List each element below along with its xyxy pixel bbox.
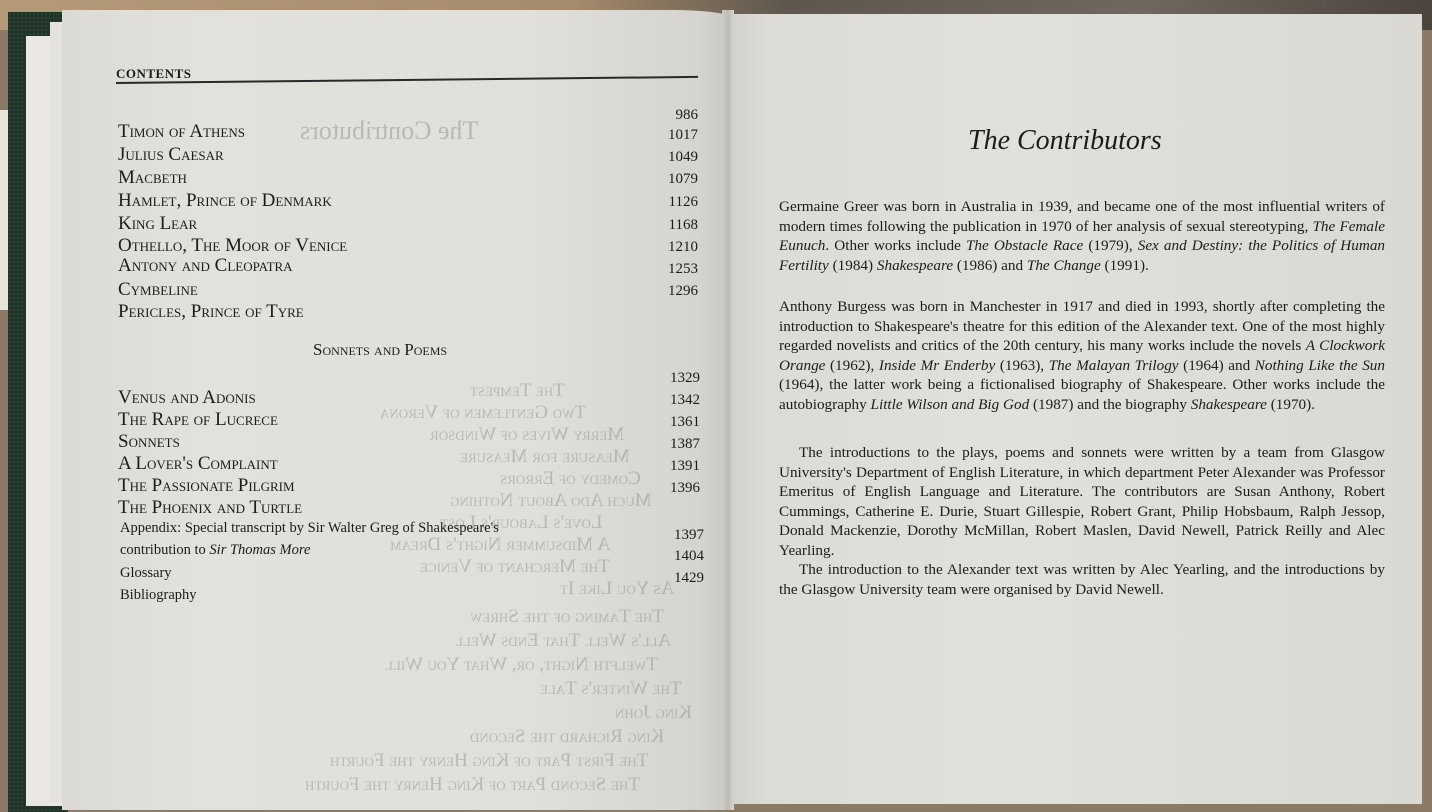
toc-title: Cymbeline <box>118 279 198 300</box>
toc-page-number: 1429 <box>674 570 704 586</box>
toc-title: Macbeth <box>118 167 187 188</box>
ghost-line: The Merchant of Venice <box>420 556 610 577</box>
book-title: Inside Mr Enderby <box>878 356 996 374</box>
ghost-line: Much Ado About Nothing <box>450 490 652 511</box>
toc-page-number: 1361 <box>670 414 700 430</box>
section-heading: Sonnets and Poems <box>313 340 448 359</box>
book-title: The Change <box>1026 256 1101 274</box>
ghost-line: As You Like It <box>560 578 675 599</box>
book-title: The Malayan Trilogy <box>1048 356 1179 374</box>
book-title: Little Wilson and Big God <box>870 395 1030 413</box>
book-title: Nothing Like the Sun <box>1254 356 1385 374</box>
toc-entry <box>118 107 698 142</box>
toc-entry <box>120 511 700 536</box>
text-run: Anthony Burgess was born in Manchester in 1917 and died in 1993, shortly after completing the introduction to Shakespeare's theatre for this edition of the Alexander text. One of the most highly regarded novelists and critics of the 20th century, his many works include the novels <box>779 298 1385 354</box>
paragraph-closing: The introduction to the Alexander text was written by Alec Yearling, and the introductions by the Glasgow University team were organised by David Newell. <box>779 561 1385 598</box>
text-run: (1964) and <box>1178 356 1255 374</box>
toc-page-number: 1017 <box>668 127 698 143</box>
paragraph-burgess <box>779 297 1385 414</box>
toc-title: Timon of Athens <box>118 121 245 142</box>
book-title: The Obstacle Race <box>965 237 1084 254</box>
toc-page-number: 1404 <box>674 548 704 564</box>
toc-page-number: 986 <box>675 107 698 123</box>
toc-page-number: 1329 <box>670 370 700 386</box>
text-run: (1987) and the biography <box>1029 395 1191 413</box>
ghost-line: Merry Wives of Windsor <box>430 424 625 445</box>
toc-title: Appendix: Special transcript by Sir Walter Greg of Shakespeare's <box>120 520 499 536</box>
text-run: (1970). <box>1266 395 1316 413</box>
text-run: (1963), <box>995 356 1049 374</box>
text-run: (1979), <box>1083 237 1138 254</box>
toc-title: Hamlet, Prince of Denmark <box>118 190 332 211</box>
text-run: (1986) and <box>953 256 1027 274</box>
toc-title: Glossary <box>120 565 172 581</box>
toc-page-number: 1391 <box>670 458 700 474</box>
ghost-line: The Tempest <box>470 380 565 401</box>
book-title: Shakespeare <box>876 256 954 274</box>
text-run: (1991). <box>1100 256 1149 274</box>
toc-title: Venus and Adonis <box>118 387 256 408</box>
toc-title: Pericles, Prince of Tyre <box>118 301 304 322</box>
text-run: (1984) <box>828 256 877 274</box>
ghost-line: Two Gentlemen of Verona <box>380 402 587 423</box>
toc-page-number: 1397 <box>674 527 704 543</box>
text-run: (1962), <box>825 356 879 374</box>
contents-header: CONTENTS <box>116 66 192 81</box>
ghost-line: A Midsummer Night's Dream <box>390 534 611 555</box>
text-run: (1964), the latter work being a fictionalised biography of Shakespeare. Other works include the autobiography <box>779 376 1385 413</box>
book-title: The Female Eunuch <box>779 217 1385 254</box>
appendix-line2-italic: Sir Thomas More <box>209 542 311 558</box>
ghost-line: The Taming of the Shrew <box>470 606 664 627</box>
toc-title: Antony and Cleopatra <box>118 255 293 276</box>
book-title: A Clockwork Orange <box>779 337 1385 374</box>
paragraph-greer <box>779 197 1385 275</box>
ghost-line: The Contributors <box>300 116 479 145</box>
ghost-line: The First Part of King Henry the Fourth <box>330 750 649 771</box>
text-run: Germaine Greer was born in Australia in 1939, and became one of the most influential writers of modern times following the publication in 1970 of her analysis of sexual stereotyping, <box>779 198 1385 235</box>
ghost-line: Love's Labour's Lost <box>440 512 603 533</box>
toc-title: The Phoenix and Turtle <box>118 497 303 518</box>
toc-page-number: 1168 <box>668 217 698 233</box>
ghost-line: King John <box>615 702 693 723</box>
toc-page-number: 1396 <box>670 480 700 496</box>
toc-page-number: 1342 <box>670 392 700 408</box>
ghost-line: The Second Part of King Henry the Fourth <box>305 774 640 795</box>
toc-title: A Lover's Complaint <box>118 453 278 474</box>
book-title: Shakespeare <box>1190 395 1267 413</box>
ghost-line: Comedy of Errors <box>500 468 641 489</box>
ghost-line: Measure for Measure <box>460 446 630 467</box>
paragraph-glasgow-team: The introductions to the plays, poems and sonnets were written by a team from Glasgow University's Department of English Literature, in which department Peter Alexander was Professor Emeritus of English Language and Literature. The contributors are Susan Anthony, Robert Cummings, Catherine E. Durie, Stuart Gillespie, Robert Grant, Philip Hobsbaum, Ralph Jessop, Donald Mackenzie, Dorothy McMillan, Robert Maslen, David Newell, Patrick Reilly and Alec Yearling. <box>779 444 1385 559</box>
ghost-line: The Winter's Tale <box>540 678 682 699</box>
toc-title: King Lear <box>118 213 198 234</box>
toc-page-number: 1079 <box>668 171 698 187</box>
toc-title: Julius Caesar <box>118 144 224 165</box>
toc-title: Othello, The Moor of Venice <box>118 235 348 256</box>
toc-page-number: 1387 <box>670 436 700 452</box>
toc-page-number: 1253 <box>668 261 698 277</box>
toc-page-number: 1049 <box>668 149 698 165</box>
text-run: . Other works include <box>825 237 966 254</box>
toc-title: The Passionate Pilgrim <box>118 475 295 496</box>
appendix-line2-text: contribution to <box>120 542 210 558</box>
ghost-line: All's Well That Ends Well <box>455 630 672 651</box>
book-title: Sex and Destiny: the Politics of Human Fertility <box>779 237 1386 274</box>
toc-page-number: 1126 <box>668 194 698 210</box>
toc-title: The Rape of Lucrece <box>118 409 278 430</box>
book-gutter <box>722 10 734 810</box>
toc-title: Sonnets <box>118 431 180 452</box>
toc-title: Bibliography <box>120 587 197 603</box>
ghost-line: Twelfth Night, or, What You Will <box>385 654 658 675</box>
toc-page-number: 1210 <box>668 239 698 255</box>
toc-page-number: 1296 <box>668 283 698 299</box>
page-title: The Contributors <box>968 125 1162 156</box>
ghost-line: King Richard the Second <box>470 726 665 747</box>
